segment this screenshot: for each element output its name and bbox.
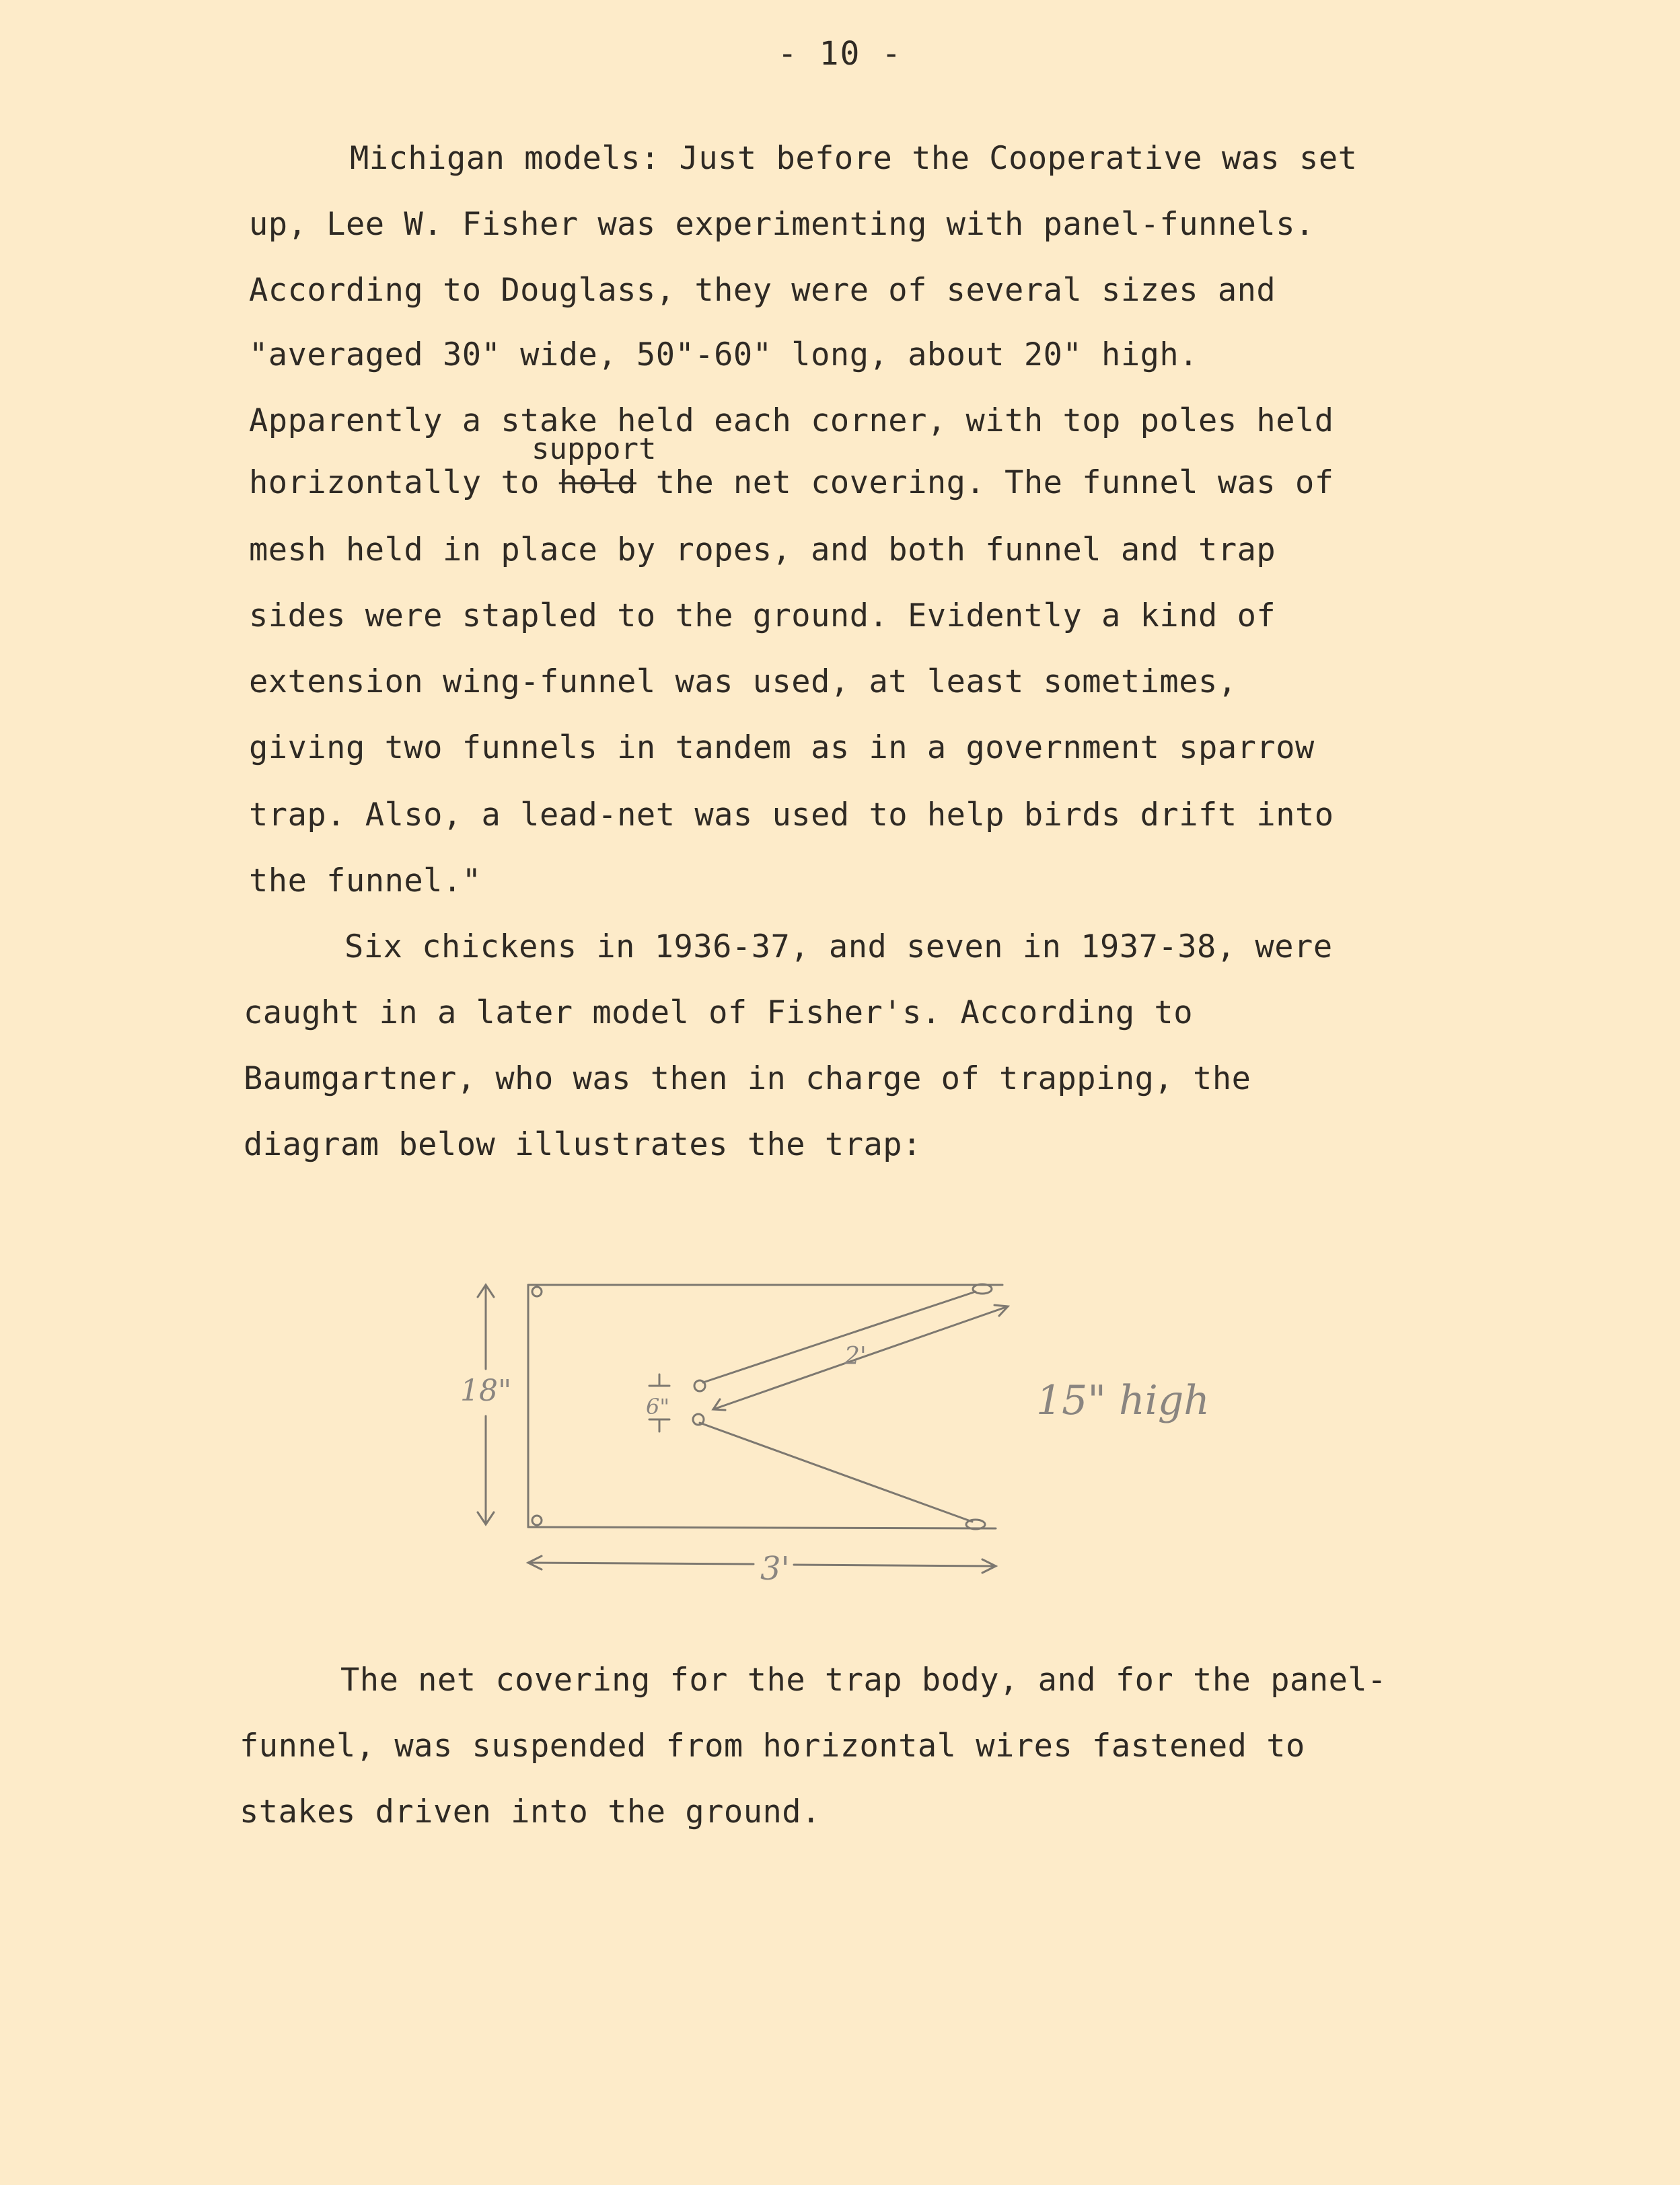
arrowhead-icon [713, 1399, 725, 1410]
text-line: up, Lee W. Fisher was experimenting with panel-funnels. [249, 206, 1315, 243]
funnel-panel-upper [703, 1292, 976, 1382]
height-label: 18" [460, 1374, 512, 1408]
funnel-stake-icon [694, 1380, 705, 1391]
trap-diagram [444, 1258, 1251, 1608]
trap-height-note: 15" high [1036, 1377, 1210, 1424]
text-line: According to Douglass, they were of several sizes and [249, 272, 1276, 309]
text-line: stakes driven into the ground. [240, 1793, 821, 1830]
width-label: 3' [760, 1550, 790, 1588]
struck-word: hold [558, 464, 636, 501]
gap-label: 6" [646, 1394, 670, 1419]
text-line: sides were stapled to the ground. Evidently a kind of [249, 597, 1276, 634]
text-line: Michigan models: Just before the Cooperative was set [350, 140, 1358, 177]
text-fragment: the net covering. The funnel was of [636, 464, 1334, 501]
text-line: Six chickens in 1936-37, and seven in 1937-38, were [344, 928, 1333, 965]
funnel-stake-icon [693, 1414, 704, 1425]
width-arrow-left [528, 1563, 754, 1564]
text-line: trap. Also, a lead-net was used to help birds drift into [249, 797, 1334, 834]
corner-stake-icon [532, 1516, 542, 1525]
corner-stake-icon [532, 1287, 542, 1296]
funnel-length-label: 2' [844, 1343, 867, 1370]
text-line: The net covering for the trap body, and for the panel- [340, 1662, 1387, 1699]
text-line: mesh held in place by ropes, and both funnel and trap [249, 531, 1276, 568]
text-line-with-correction [249, 464, 1334, 501]
text-line: the funnel." [249, 862, 482, 899]
trap-bottom-side [528, 1527, 996, 1528]
text-line: "averaged 30" wide, 50"-60" long, about 20" high. [249, 336, 1199, 373]
text-line: Baumgartner, who was then in charge of trapping, the [244, 1060, 1251, 1097]
text-line: caught in a later model of Fisher's. According to [244, 994, 1194, 1031]
text-line: diagram below illustrates the trap: [244, 1126, 922, 1163]
inserted-word: support [532, 432, 657, 466]
funnel-panel-lower [700, 1423, 972, 1522]
text-line: extension wing-funnel was used, at least sometimes, [249, 663, 1237, 700]
text-line: giving two funnels in tandem as in a government sparrow [249, 729, 1315, 766]
text-line: Apparently a stake held each corner, with top poles held [249, 402, 1334, 439]
text-fragment: horizontally to [249, 464, 559, 501]
width-arrow-right [794, 1565, 996, 1566]
text-line: funnel, was suspended from horizontal wires fastened to [240, 1728, 1305, 1765]
page-number: - 10 - [777, 35, 903, 73]
